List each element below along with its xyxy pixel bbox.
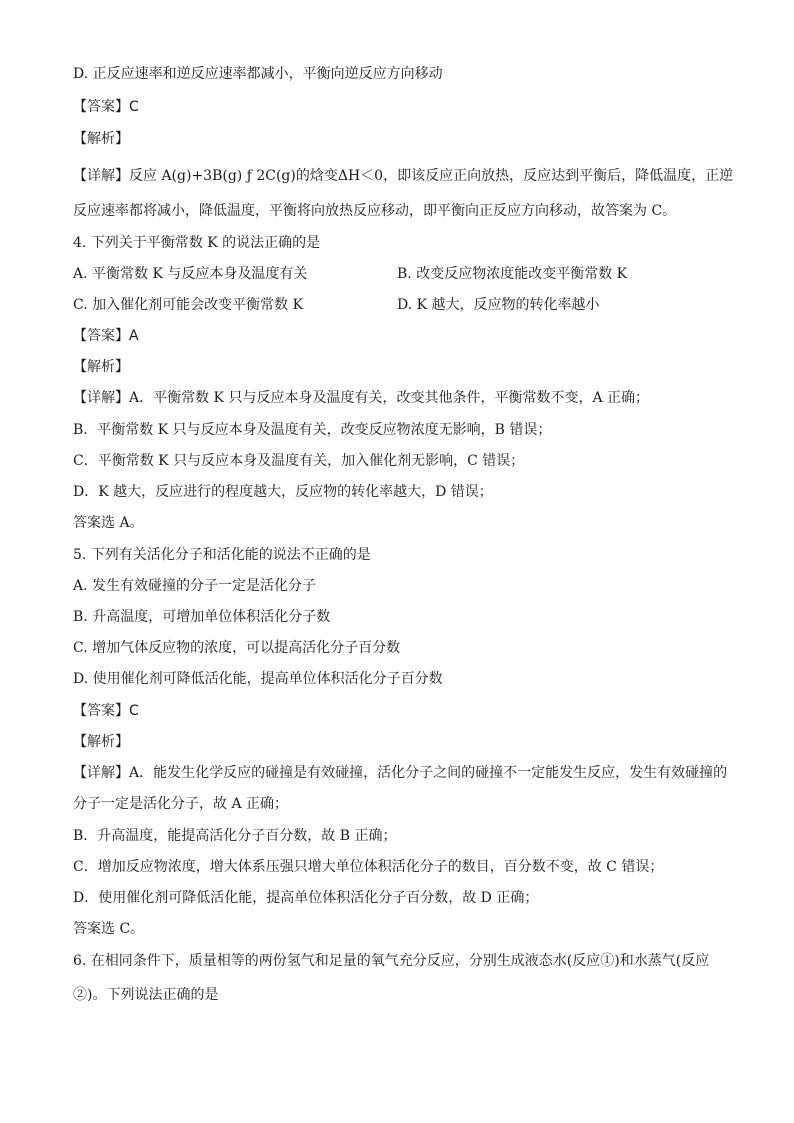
q4-detail-a: 【详解】A．平衡常数 K 只与反应本身及温度有关，改变其他条件，平衡常数不变，A 正确； xyxy=(73,390,650,406)
q4-conclusion: 答案选 A。 xyxy=(73,515,144,531)
q5-detail-b: B．升高温度，能提高活化分子百分数，故 B 正确； xyxy=(73,828,397,844)
q4-option-d: D. K 越大，反应物的转化率越小 xyxy=(397,297,600,313)
q5-detail-c: C．增加反应物浓度，增大体系压强只增大单位体积活化分子的数目，百分数不变，故 C 错误； xyxy=(73,859,664,875)
q4-answer: 【答案】A xyxy=(73,328,139,344)
q5-conclusion: 答案选 C。 xyxy=(73,921,145,937)
q5-option-c: C. 增加气体反应物的浓度，可以提高活化分子百分数 xyxy=(73,640,401,656)
q6-stem-line1: 6. 在相同条件下，质量相等的两份氢气和足量的氧气充分反应，分别生成液态水(反应①)和水蒸气(反应 xyxy=(73,953,710,969)
q5-detail-a1: 【详解】A．能发生化学反应的碰撞是有效碰撞，活化分子之间的碰撞不一定能发生反应，发生有效碰撞的 xyxy=(73,765,728,781)
q4-analysis-label: 【解析】 xyxy=(73,359,129,375)
q5-answer: 【答案】C xyxy=(73,703,139,719)
q5-option-a: A. 发生有效碰撞的分子一定是活化分子 xyxy=(73,578,317,594)
q3-answer: 【答案】C xyxy=(73,99,139,115)
q4-detail-d: D．K 越大，反应进行的程度越大，反应物的转化率越大，D 错误； xyxy=(73,484,493,500)
q5-option-d: D. 使用催化剂可降低活化能，提高单位体积活化分子百分数 xyxy=(73,671,443,687)
q5-detail-d: D．使用催化剂可降低活化能，提高单位体积活化分子百分数，故 D 正确； xyxy=(73,890,539,906)
q3-detail-line2: 反应速率都将减小，降低温度，平衡将向放热反应移动，即平衡向正反应方向移动，故答案为 C。 xyxy=(73,203,677,219)
q5-stem: 5. 下列有关活化分子和活化能的说法不正确的是 xyxy=(73,547,371,563)
q4-option-c: C. 加入催化剂可能会改变平衡常数 K xyxy=(73,297,304,313)
q4-detail-b: B．平衡常数 K 只与反应本身及温度有关，改变反应物浓度无影响，B 错误； xyxy=(73,422,552,438)
q5-detail-a2: 分子一定是活化分子，故 A 正确； xyxy=(73,796,289,812)
q5-analysis-label: 【解析】 xyxy=(73,734,129,750)
q6-stem-line2: ②)。下列说法正确的是 xyxy=(73,987,219,1003)
q4-option-b: B. 改变反应物浓度能改变平衡常数 K xyxy=(397,266,628,282)
q3-option-d: D. 正反应速率和逆反应速率都减小，平衡向逆反应方向移动 xyxy=(73,66,443,82)
q3-detail-line1: 【详解】反应 A(g)+3B(g) ƒ 2C(g)的焓变ΔH＜0，即该反应正向放热，反应达到平衡后，降低温度，正逆 xyxy=(73,168,734,184)
q5-option-b: B. 升高温度，可增加单位体积活化分子数 xyxy=(73,609,331,625)
q4-option-a: A. 平衡常数 K 与反应本身及温度有关 xyxy=(73,266,308,282)
q4-detail-c: C．平衡常数 K 只与反应本身及温度有关，加入催化剂无影响，C 错误； xyxy=(73,453,525,469)
q3-analysis-label: 【解析】 xyxy=(73,131,129,147)
q4-stem: 4. 下列关于平衡常数 K 的说法正确的是 xyxy=(73,235,321,251)
